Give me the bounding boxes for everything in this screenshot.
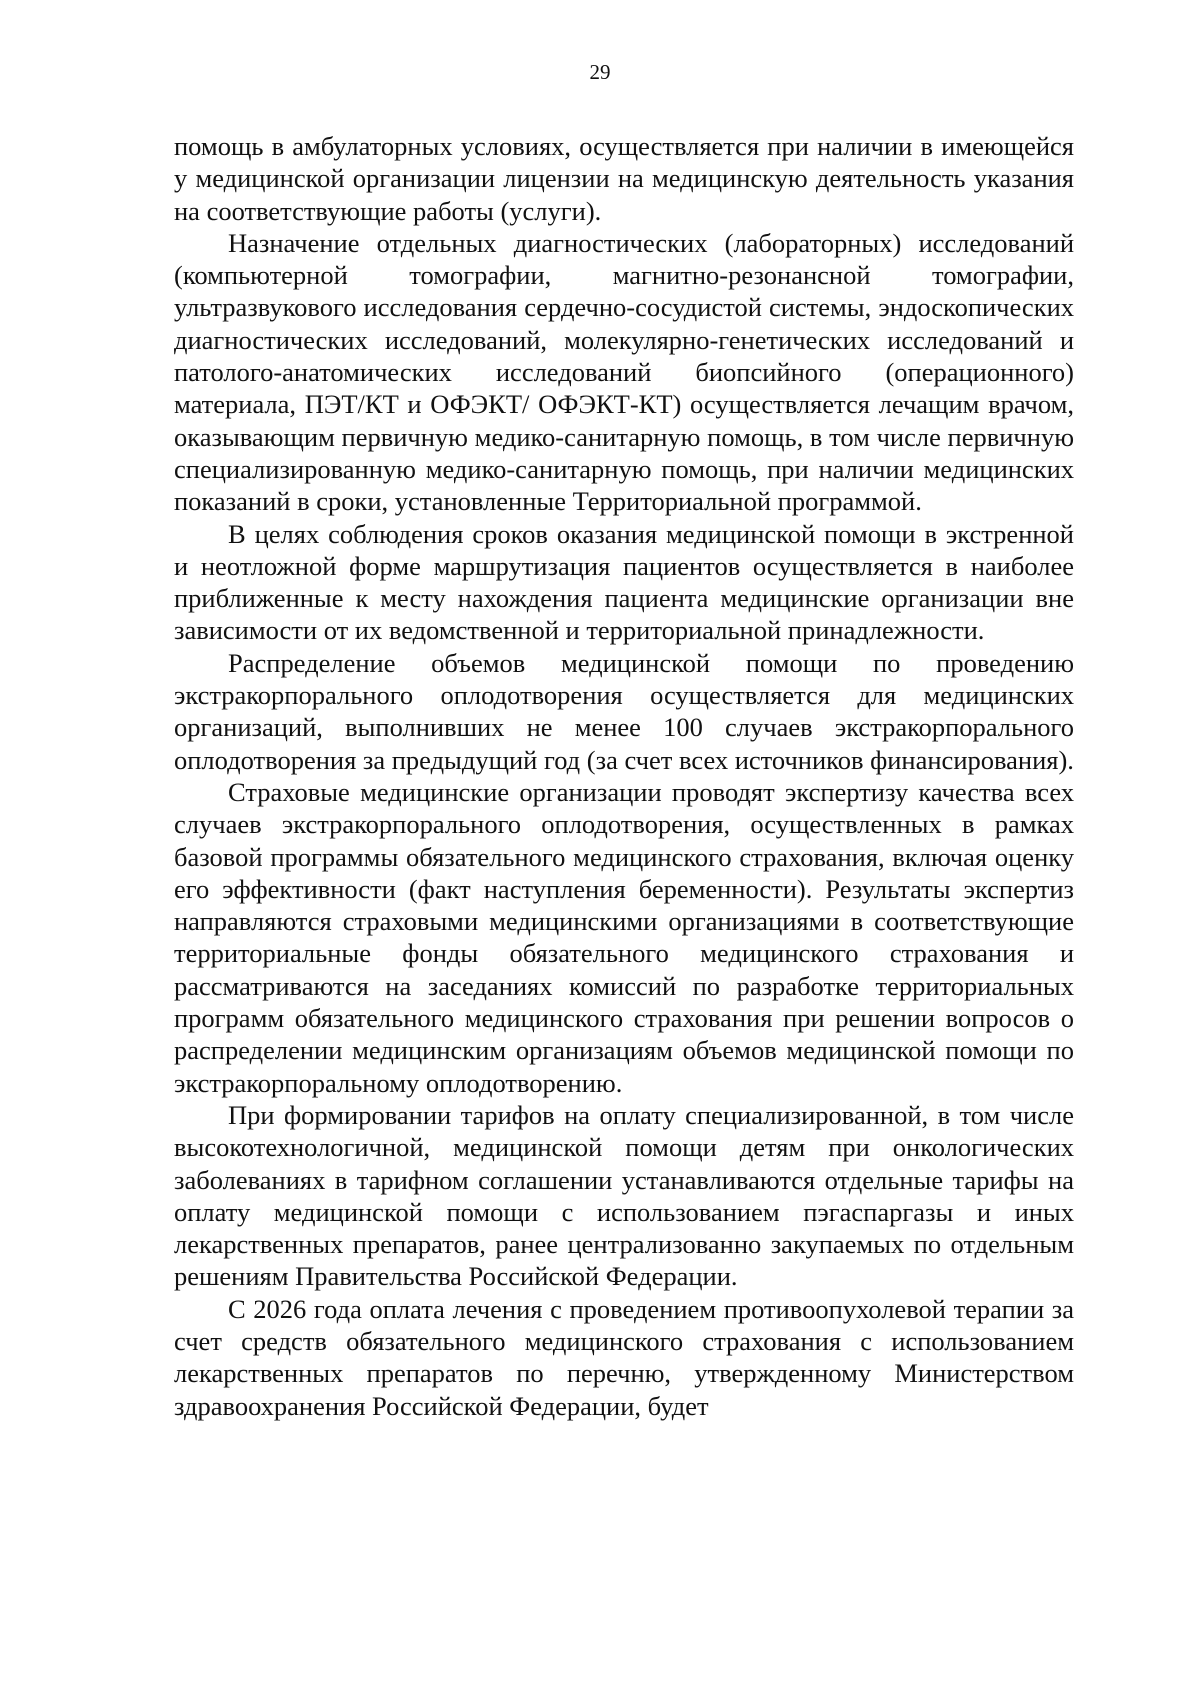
document-body (174, 130, 1074, 1422)
paragraph: В целях соблюдения сроков оказания медицинской помощи в экстренной и неотложной форме маршрутизация пациентов осуществляется в наиболее приближенные к месту нахождения пациента медицинские организации вне зависимости от их ведомственной и территориальной принадлежности. (174, 518, 1074, 646)
paragraph: Распределение объемов медицинской помощи по проведению экстракорпорального оплодотворения осуществляется для медицинских организаций, выполнивших не менее 100 случаев экстракорпорального оплодотворения за предыдущий год (за счет всех источников финансирования). (174, 647, 1074, 775)
paragraph: С 2026 года оплата лечения с проведением противоопухолевой терапии за счет средств обязательного медицинского страхования с использованием лекарственных препаратов по перечню, утвержденному Министерством здравоохранения Российской Федерации, будет (174, 1293, 1074, 1421)
paragraph: помощь в амбулаторных условиях, осуществляется при наличии в имеющейся у медицинской организации лицензии на медицинскую деятельность указания на соответствующие работы (услуги). (174, 131, 1074, 226)
paragraph: Страховые медицинские организации проводят экспертизу качества всех случаев экстракорпорального оплодотворения, осуществленных в рамках базовой программы обязательного медицинского страхования, включая оценку его эффективности (факт наступления беременности). Результаты экспертиз направляются страховыми медицинскими организациями в соответствующие территориальные фонды обязательного медицинского страхования и рассматриваются на заседаниях комиссий по разработке территориальных программ обязательного медицинского страхования при решении вопросов о распределении медицинским организациям объемов медицинской помощи по экстракорпоральному оплодотворению. (174, 776, 1074, 1098)
page-number: 29 (589, 60, 611, 84)
paragraph: При формировании тарифов на оплату специализированной, в том числе высокотехнологичной, медицинской помощи детям при онкологических заболеваниях в тарифном соглашении устанавливаются отдельные тарифы на оплату медицинской помощи с использованием пэгаспаргазы и иных лекарственных препаратов, ранее централизованно закупаемых по отдельным решениям Правительства Российской Федерации. (174, 1099, 1074, 1292)
paragraph: Назначение отдельных диагностических (лабораторных) исследований (компьютерной томографии, магнитно-резонансной томографии, ультразвукового исследования сердечно-сосудистой системы, эндоскопических диагностических исследований, молекулярно-генетических исследований и патолого-анатомических исследований биопсийного (операционного) материала, ПЭТ/КТ и ОФЭКТ/ ОФЭКТ-КТ) осуществляется лечащим врачом, оказывающим первичную медико-санитарную помощь, в том числе первичную специализированную медико-санитарную помощь, при наличии медицинских показаний в сроки, установленные Территориальной программой. (174, 227, 1074, 517)
